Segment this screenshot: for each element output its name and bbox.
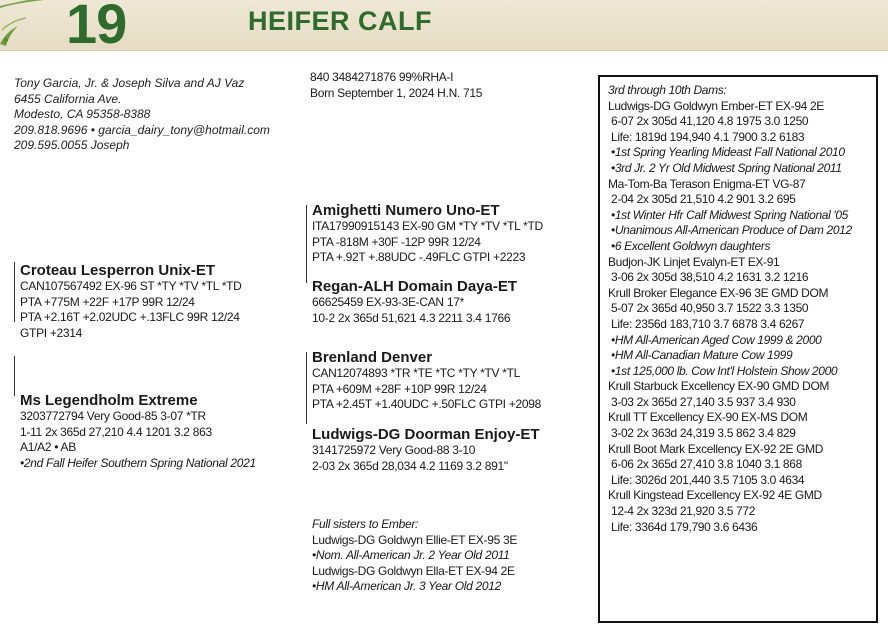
dam-ancestor-record: 6-07 2x 305d 41,120 4.8 1975 3.0 1250: [611, 114, 809, 129]
owner-name: Tony Garcia, Jr. & Joseph Silva and AJ Vaz: [14, 76, 245, 90]
dam-ancestor-record: 5-07 2x 365d 40,950 3.7 1522 3.3 1350: [611, 301, 809, 316]
sire-sire-line: ITA17990915143 EX-90 GM *TY *TV *TL *TD: [312, 219, 543, 233]
sire-line: PTA +2.16T +2.02UDC +.13FLC 99R 12/24: [20, 310, 240, 325]
dam-ancestor-record: 12-4 2x 323d 21,920 3.5 772: [611, 504, 756, 519]
sire-line: GTPI +2314: [20, 325, 83, 340]
dam-award: •2nd Fall Heifer Southern Spring National 2021: [20, 455, 256, 470]
dam-name: Ms Legendholm Extreme: [20, 392, 198, 409]
full-sister-note: •HM All-American Jr. 3 Year Old 2012: [312, 579, 502, 594]
dam-ancestor-award: •6 Excellent Goldwyn daughters: [611, 238, 771, 253]
dam-ancestor-award: •1st Winter Hfr Calf Midwest Spring National '05: [611, 207, 849, 222]
owner-phone-email: 209.818.9696 • garcia_dairy_tony@hotmail.com: [14, 122, 270, 137]
dam-ancestor-name: Ludwigs-DG Goldwyn Ember-ET EX-94 2E: [608, 98, 824, 113]
sire-line: PTA +775M +22F +17P 99R 12/24: [20, 294, 195, 309]
dam-sire-line: PTA +2.45T +1.40UDC +.50FLC GTPI +2098: [312, 397, 541, 412]
dam-line: 1-11 2x 365d 27,210 4.4 1201 3.2 863: [20, 424, 212, 439]
full-sister-name: Ludwigs-DG Goldwyn Ellie-ET EX-95 3E: [312, 532, 518, 547]
full-sister-name: Ludwigs-DG Goldwyn Ella-ET EX-94 2E: [312, 563, 515, 578]
dam-dam-line: 3141725972 Very Good-88 3-10: [312, 443, 476, 457]
full-sisters-heading: Full sisters to Ember:: [312, 517, 419, 531]
sire-dam-block: [312, 278, 517, 326]
dam-sire-line: CAN12074893 *TR *TE *TC *TY *TV *TL: [312, 366, 521, 380]
registration-info: [310, 70, 482, 101]
dam-sire-block: [312, 349, 541, 413]
birth-date: Born September 1, 2024 H.N. 715: [310, 85, 483, 100]
sire-line: CAN107567492 EX-96 ST *TY *TV *TL *TD: [20, 279, 242, 293]
lot-number: 19: [66, 0, 127, 55]
dam-ancestor-record: 3-02 2x 363d 24,319 3.5 862 3.4 829: [611, 426, 796, 441]
extended-dams-box: [598, 75, 878, 623]
registration-number: 840 3484271876 99%RHA-I: [310, 70, 454, 84]
dam-block: [20, 392, 256, 471]
dam-ancestor-name: Krull Boot Mark Excellency EX-92 2E GMD: [608, 441, 824, 456]
sire-dam-line: 10-2 2x 365d 51,621 4.3 2211 3.4 1766: [312, 310, 511, 325]
dam-sire-name: Brenland Denver: [312, 349, 433, 366]
dam-ancestor-name: Krull Starbuck Excellency EX-90 GMD DOM: [608, 379, 830, 394]
dams-heading: 3rd through 10th Dams:: [608, 83, 727, 97]
dam-ancestor-record: 6-06 2x 365d 27,410 3.8 1040 3.1 868: [611, 457, 802, 472]
dam-dam-block: [312, 426, 540, 474]
page-header: [0, 0, 888, 55]
dam-ancestor-name: Krull Kingstead Excellency EX-92 4E GMD: [608, 488, 822, 503]
sire-block: [20, 262, 241, 341]
dam-ancestor-award: •3rd Jr. 2 Yr Old Midwest Spring National 2011: [611, 160, 842, 175]
dams-list: [608, 99, 876, 536]
dam-ancestor-record: 2-04 2x 305d 21,510 4.2 901 3.2 695: [611, 192, 796, 207]
dam-ancestor-record: Life: 1819d 194,940 4.1 7900 3.2 6183: [611, 129, 805, 144]
pedigree-line-dam: [14, 356, 15, 396]
dam-ancestor-name: Ma-Tom-Ba Terason Enigma-ET VG-87: [608, 176, 806, 191]
sire-sire-line: PTA -818M +30F -12P 99R 12/24: [312, 234, 481, 249]
sire-sire-name: Amighetti Numero Uno-ET: [312, 202, 500, 219]
dam-ancestor-award: •HM All-American Aged Cow 1999 & 2000: [611, 332, 822, 347]
dam-sire-line: PTA +609M +28F +10P 99R 12/24: [312, 381, 487, 396]
dam-ancestor-name: Budjon-JK Linjet Evalyn-ET EX-91: [608, 254, 780, 269]
dam-ancestor-award: •1st 125,000 lb. Cow Int'l Holstein Show 2000: [611, 363, 838, 378]
leaf-swoosh-decoration: [0, 0, 70, 50]
dam-ancestor-record: 3-03 2x 365d 27,140 3.5 937 3.4 930: [611, 394, 796, 409]
dam-ancestor-award: •HM All-Canadian Mature Cow 1999: [611, 348, 793, 363]
full-sister-note: •Nom. All-American Jr. 2 Year Old 2011: [312, 548, 510, 563]
owner-address: 6455 California Ave.: [14, 91, 122, 106]
sire-dam-name: Regan-ALH Domain Daya-ET: [312, 278, 518, 295]
pedigree-line-sire-sire: [306, 205, 307, 283]
sire-sire-block: [312, 202, 543, 266]
owner-contact: [14, 76, 270, 154]
dam-ancestor-record: 3-06 2x 305d 38,510 4.2 1631 3.2 1216: [611, 270, 809, 285]
sire-dam-line: 66625459 EX-93-3E-CAN 17*: [312, 295, 464, 309]
pedigree-line-dam-sire: [306, 352, 307, 424]
sire-name: Croteau Lesperron Unix-ET: [20, 262, 216, 279]
dam-ancestor-award: •Unanimous All-American Produce of Dam 2012: [611, 223, 852, 238]
owner-city: Modesto, CA 95358-8388: [14, 107, 151, 122]
owner-phone-joseph: 209.595.0055 Joseph: [14, 138, 130, 153]
full-sisters-block: [312, 517, 517, 595]
dam-ancestor-record: Life: 3026d 201,440 3.5 7105 3.0 4634: [611, 472, 805, 487]
lot-title: HEIFER CALF: [248, 6, 432, 36]
dam-dam-name: Ludwigs-DG Doorman Enjoy-ET: [312, 426, 540, 443]
sire-sire-line: PTA +.92T +.88UDC -.49FLC GTPI +2223: [312, 250, 526, 265]
dam-line: A1/A2 • AB: [20, 440, 76, 455]
dam-ancestor-name: Krull Broker Elegance EX-96 3E GMD DOM: [608, 285, 829, 300]
dam-ancestor-record: Life: 2356d 183,710 3.7 6878 3.4 6267: [611, 316, 805, 331]
dam-dam-line: 2-03 2x 365d 28,034 4.2 1169 3.2 891": [312, 458, 508, 473]
dam-ancestor-record: Life: 3364d 179,790 3.6 6436: [611, 519, 758, 534]
dam-ancestor-award: •1st Spring Yearling Mideast Fall National 2010: [611, 145, 845, 160]
dam-ancestor-name: Krull TT Excellency EX-90 EX-MS DOM: [608, 410, 808, 425]
pedigree-line-sire: [14, 262, 15, 322]
dam-line: 3203772794 Very Good-85 3-07 *TR: [20, 409, 206, 423]
